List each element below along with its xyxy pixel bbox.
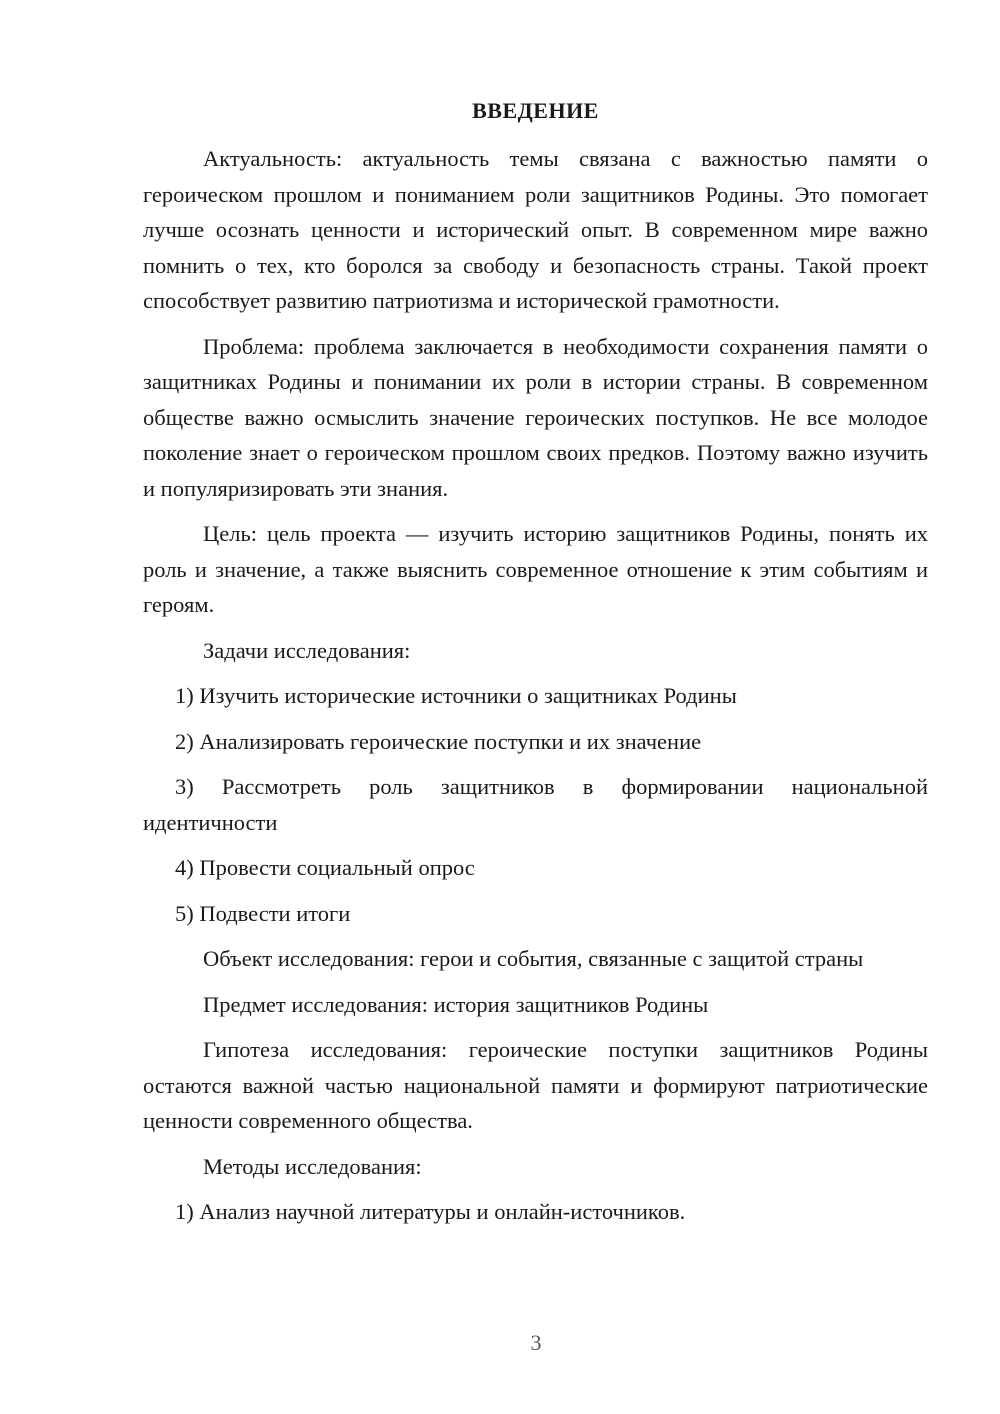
section-title: ВВЕДЕНИЕ — [472, 98, 599, 123]
object-paragraph: Объект исследования: герои и события, связанные с защитой страны — [203, 946, 864, 971]
method-item: 1) Анализ научной литературы и онлайн-источников. — [175, 1199, 686, 1224]
problem-paragraph: Проблема: проблема заключается в необходимости сохранения памяти о защитниках Родины и понимании их роли в истории страны. В современном обществе важно осмыслить значение героических поступков. Не все молодое поколение знает о героическом прошлом своих предков. Поэтому важно изучить и популяризировать эти знания. — [143, 333, 928, 501]
relevance-paragraph: Актуальность: актуальность темы связана с важностью памяти о героическом прошлом и пониманием роли защитников Родины. Это помогает лучше осознать ценности и исторический опыт. В современном мире важно помнить о тех, кто боролся за свободу и безопасность страны. Такой проект способствует развитию патриотизма и исторической грамотности. — [143, 146, 928, 313]
tasks-heading: Задачи исследования: — [203, 637, 411, 663]
document-page — [143, 95, 928, 1240]
task-item: 2) Анализировать героические поступки и их значение — [175, 728, 702, 754]
hypothesis-paragraph: Гипотеза исследования: героические поступки защитников Родины остаются важной частью национальной памяти и формируют патриотические ценности современного общества. — [143, 1037, 928, 1133]
page-number: 3 — [530, 1330, 542, 1355]
methods-heading: Методы исследования: — [203, 1153, 422, 1179]
task-item: 4) Провести социальный опрос — [175, 855, 475, 880]
task-item: 3) Рассмотреть роль защитников в формировании национальной идентичности — [143, 774, 928, 835]
task-item: 1) Изучить исторические источники о защитниках Родины — [175, 683, 737, 708]
subject-paragraph: Предмет исследования: история защитников Родины — [203, 991, 709, 1017]
task-item: 5) Подвести итоги — [175, 900, 351, 926]
goal-paragraph: Цель: цель проекта — изучить историю защитников Родины, понять их роль и значение, а также выяснить современное отношение к этим событиям и героям. — [143, 521, 928, 617]
